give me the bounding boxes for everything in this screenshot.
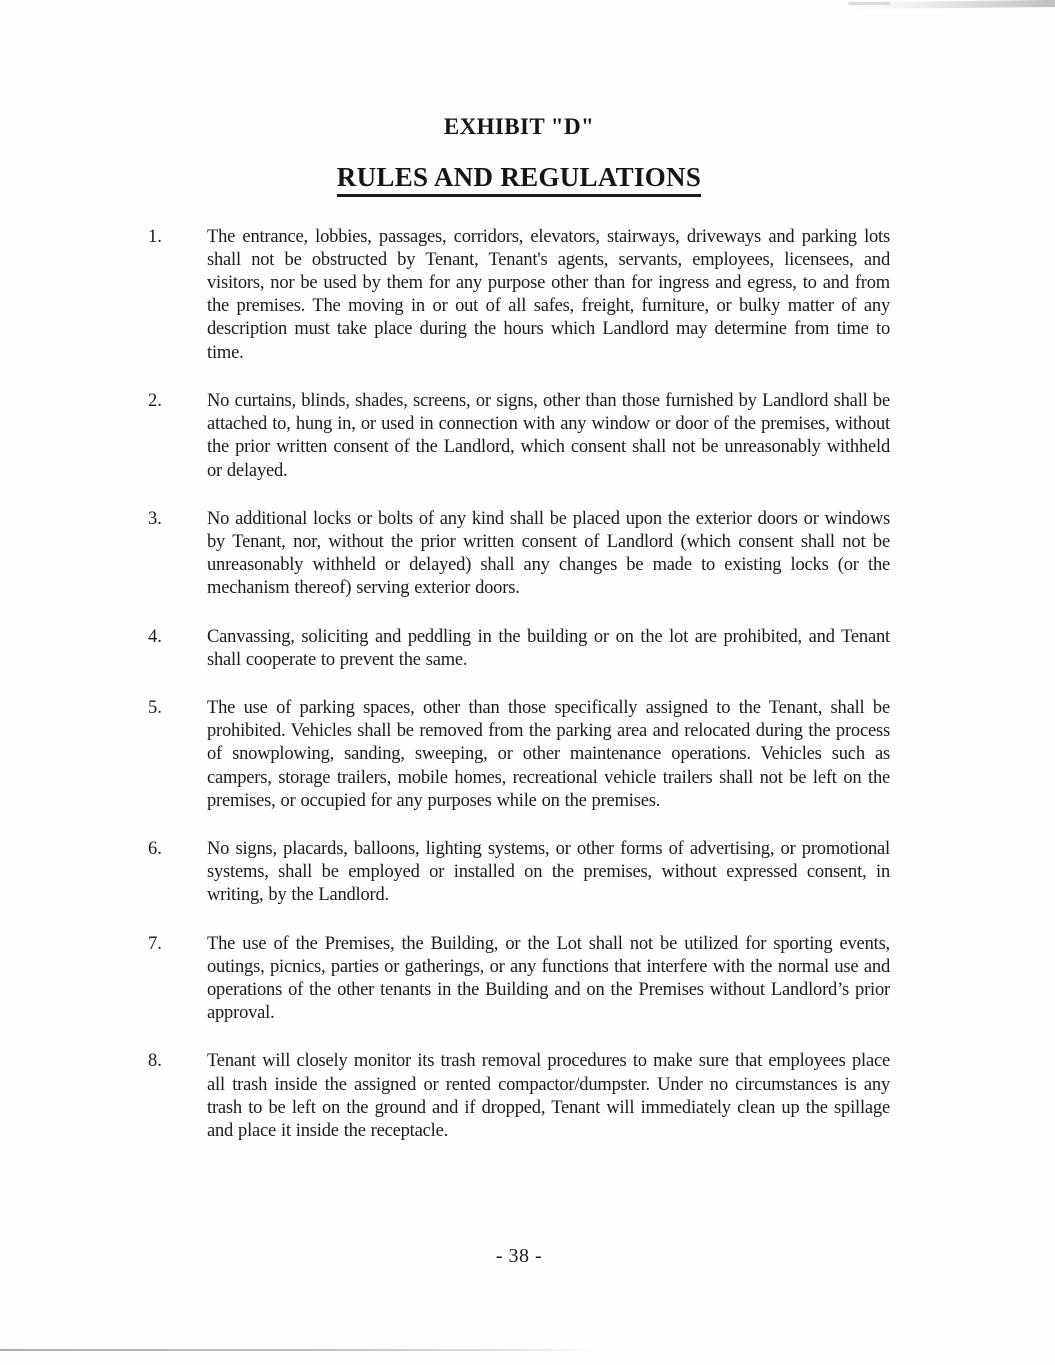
rule-text: The use of parking spaces, other than those specifically assigned to the Tenant, shall be prohibited. Vehicles shall be removed from the parking area and relocated during the process of snowplowing, sanding, sweeping, or other maintenance operations. Vehicles such as campers, storage trailers, mobile homes, recreational vehicle trailers shall not be left on the premises, or occupied for any purposes while on the premises.	[207, 697, 890, 811]
rule-number: 3.	[148, 508, 162, 529]
scan-artifact-bottom-line	[0, 1349, 594, 1351]
rule-number: 8.	[148, 1051, 162, 1072]
rule-text: No curtains, blinds, shades, screens, or signs, other than those furnished by Landlord shall be attached to, hung in, or used in connection with any window or door of the premises, without the prior written consent of the Landlord, which consent shall not be unreasonably withheld or delayed.	[207, 390, 890, 481]
rule-text: The entrance, lobbies, passages, corridors, elevators, stairways, driveways and parking lots shall not be obstructed by Tenant, Tenant's agents, servants, employees, licensees, and visitors, nor be used by them for any purpose other than for ingress and egress, to and from the premises. The moving in or out of all safes, freight, furniture, or bulky matter of any description must take place during the hours which Landlord may determine from time to time.	[207, 226, 890, 363]
rules-list	[148, 226, 890, 1144]
rule-text: The use of the Premises, the Building, or the Lot shall not be utilized for sporting events, outings, picnics, parties or gatherings, or any functions that interfere with the normal use and operations of the other tenants in the Building and on the Premises without Landlord’s prior approval.	[207, 933, 890, 1024]
rule-number: 7.	[148, 933, 162, 954]
rule-number: 6.	[148, 838, 162, 859]
rule-item	[148, 626, 890, 672]
rule-item	[148, 1050, 890, 1143]
rule-text: No signs, placards, balloons, lighting systems, or other forms of advertising, or promotional systems, shall be employed or installed on the premises, without expressed consent, in writing, by the Landlord.	[207, 838, 890, 906]
rule-item	[148, 697, 890, 813]
rule-text: No additional locks or bolts of any kind shall be placed upon the exterior doors or windows by Tenant, nor, without the prior written consent of Landlord (which consent shall not be unreasonably withheld or delayed) shall any changes be made to existing locks (or the mechanism thereof) serving exterior doors.	[207, 508, 890, 599]
section-title: RULES AND REGULATIONS	[337, 164, 701, 197]
rule-item	[148, 508, 890, 601]
document-content	[148, 0, 890, 1268]
rule-text: Canvassing, soliciting and peddling in the building or on the lot are prohibited, and Tenant shall cooperate to prevent the same.	[207, 626, 890, 670]
rule-item	[148, 838, 890, 908]
rule-number: 4.	[148, 626, 162, 647]
rule-item	[148, 933, 890, 1026]
section-title-wrap	[148, 164, 890, 197]
rule-item	[148, 390, 890, 483]
rule-number: 2.	[148, 390, 162, 411]
page-number: - 38 -	[495, 1245, 543, 1268]
exhibit-title: EXHIBIT "D"	[443, 114, 595, 139]
rule-item	[148, 226, 890, 365]
rule-number: 1.	[148, 226, 162, 247]
rule-text: Tenant will closely monitor its trash removal procedures to make sure that employees place all trash inside the assigned or rented compactor/dumpster. Under no circumstances is any trash to be left on the ground and if dropped, Tenant will immediately clean up the spillage and place it inside the receptacle.	[207, 1051, 890, 1141]
rule-number: 5.	[148, 697, 162, 718]
